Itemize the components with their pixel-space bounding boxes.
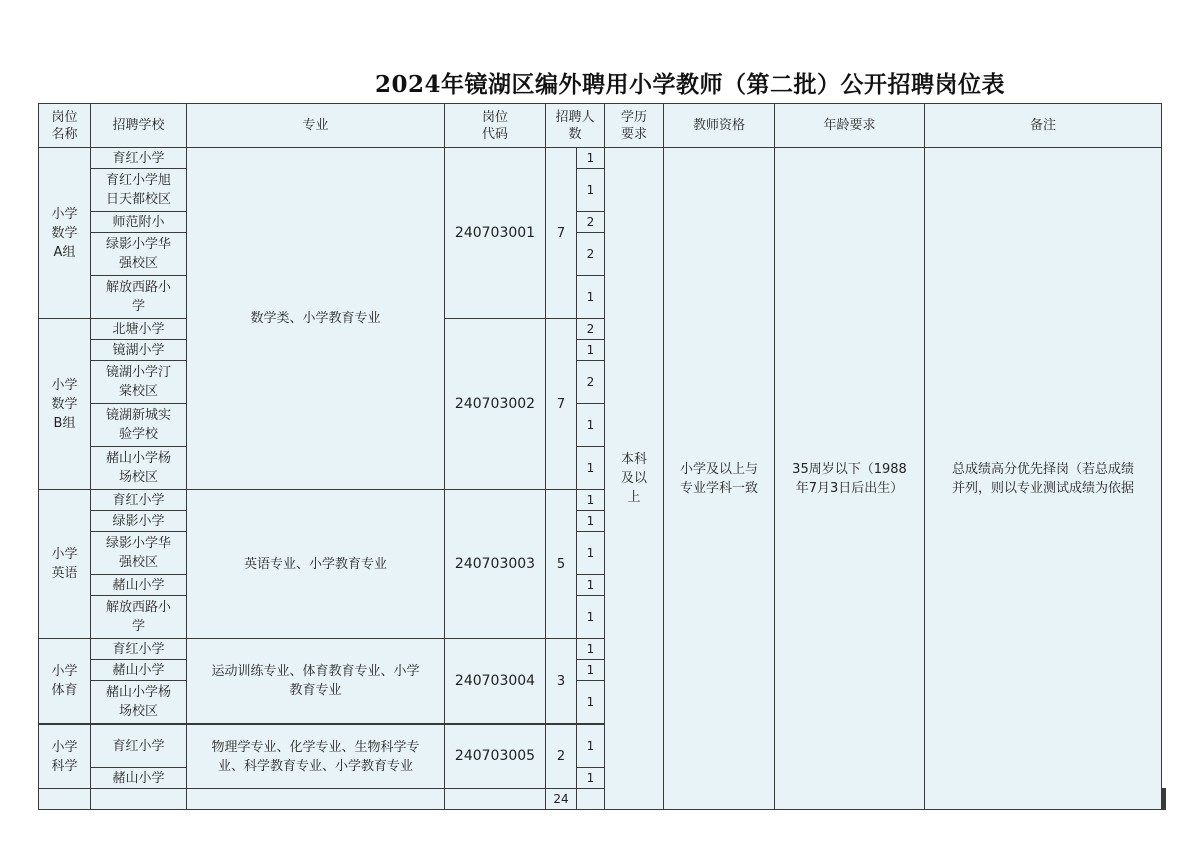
school-name: 赭山小学杨 场校区 [91,447,187,490]
header-education: 学历 要求 [605,104,664,148]
major-cell: 物理学专业、化学专业、生物科学专 业、科学教育专业、小学教育专业 [187,725,445,789]
school-count: 2 [577,319,605,340]
school-name: 师范附小 [91,212,187,233]
position-total: 7 [546,148,577,319]
school-count: 1 [577,639,605,660]
position-code: 240703003 [445,490,546,639]
header-qualification: 教师资格 [664,104,775,148]
position-code: 240703001 [445,148,546,319]
header-count: 招聘人 数 [546,104,605,148]
school-name: 育红小学 [91,639,187,660]
school-name: 镜湖新城实 验学校 [91,404,187,447]
school-name: 解放西路小 学 [91,596,187,639]
school-name: 赭山小学杨 场校区 [91,681,187,724]
school-name: 绿影小学华 强校区 [91,532,187,575]
position-total: 2 [546,725,577,789]
position-name: 小学 数学 B组 [39,319,91,490]
school-name: 赭山小学 [91,768,187,789]
school-name: 解放西路小 学 [91,276,187,319]
school-count: 1 [577,276,605,319]
recruitment-table [38,103,1166,810]
school-count: 1 [577,768,605,789]
grand-total: 24 [546,789,577,810]
school-name: 镜湖小学 [91,340,187,361]
school-count: 1 [577,532,605,575]
education-requirement: 本科 及以 上 [605,148,664,810]
school-name: 赭山小学 [91,575,187,596]
header-note: 备注 [925,104,1162,148]
note: 总成绩高分优先择岗（若总成绩 并列，则以专业测试成绩为依据 [925,148,1162,810]
school-name: 镜湖小学汀 棠校区 [91,361,187,404]
school-count: 1 [577,681,605,724]
major-cell: 英语专业、小学教育专业 [187,490,445,639]
school-name: 育红小学 [91,148,187,169]
school-name: 绿影小学华 强校区 [91,233,187,276]
school-count: 1 [577,404,605,447]
position-total: 7 [546,319,577,490]
position-total: 5 [546,490,577,639]
school-count: 2 [577,361,605,404]
teacher-qualification: 小学及以上与 专业学科一致 [664,148,775,810]
school-count: 1 [577,490,605,511]
school-name: 育红小学旭 日天都校区 [91,169,187,212]
header-school: 招聘学校 [91,104,187,148]
school-count: 1 [577,660,605,681]
page-title: 2024年镜湖区编外聘用小学教师（第二批）公开招聘岗位表 [374,71,1005,98]
position-code: 240703002 [445,319,546,490]
school-name: 育红小学 [91,490,187,511]
header-major: 专业 [187,104,445,148]
header-code: 岗位 代码 [445,104,546,148]
school-count: 1 [577,340,605,361]
major-cell: 数学类、小学教育专业 [187,148,445,490]
school-count: 1 [577,575,605,596]
school-count: 1 [577,148,605,169]
position-name: 小学 数学 A组 [39,148,91,319]
age-requirement: 35周岁以下（1988 年7月3日后出生） [775,148,925,810]
school-count: 1 [577,511,605,532]
major-cell: 运动训练专业、体育教育专业、小学 教育专业 [187,639,445,724]
school-count: 1 [577,447,605,490]
school-name: 绿影小学 [91,511,187,532]
position-total: 3 [546,639,577,724]
school-count: 2 [577,233,605,276]
header-position: 岗位 名称 [39,104,91,148]
school-count: 1 [577,725,605,768]
position-code: 240703004 [445,639,546,724]
school-name: 赭山小学 [91,660,187,681]
position-code: 240703005 [445,725,546,789]
position-name: 小学 英语 [39,490,91,639]
school-count: 2 [577,212,605,233]
school-count: 1 [577,169,605,212]
school-name: 育红小学 [91,725,187,768]
school-name: 北塘小学 [91,319,187,340]
position-name: 小学 体育 [39,639,91,724]
header-age: 年龄要求 [775,104,925,148]
school-count: 1 [577,596,605,639]
position-name: 小学 科学 [39,725,91,789]
